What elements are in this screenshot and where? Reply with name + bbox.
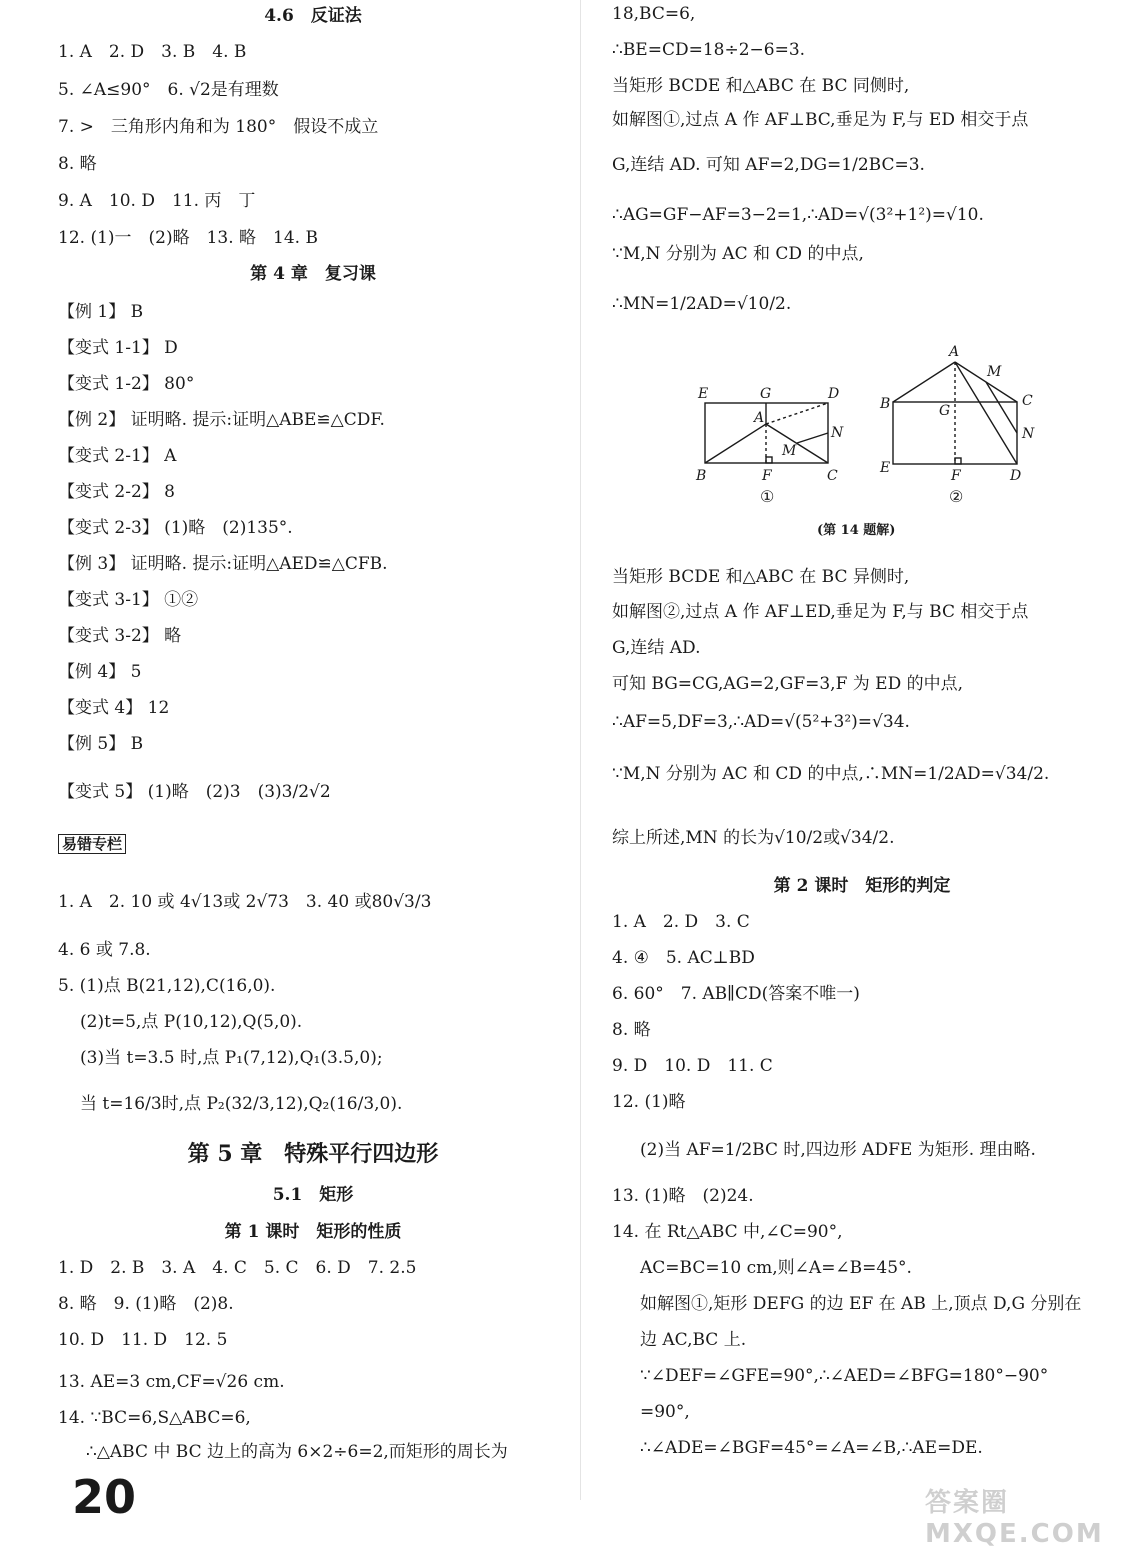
answer-line: 【变式 3-2】 略 [58, 626, 182, 646]
chapter-title: 第 5 章 特殊平行四边形 [187, 1141, 439, 1167]
answer-line: =90°, [640, 1402, 690, 1422]
figure-1-labels [695, 386, 844, 506]
answer-line: 【变式 3-1】 ①② [58, 590, 199, 610]
answer-line: 【变式 2-1】 A [58, 446, 177, 466]
segment-mn [986, 382, 1017, 433]
section-heading: 5.1 矩形 [272, 1185, 354, 1205]
answer-line: 可知 BG=CG,AG=2,GF=3,F 为 ED 的中点, [612, 674, 964, 694]
answer-line: ∵M,N 分别为 AC 和 CD 的中点,∴MN=1/2AD=√34/2. [612, 764, 1050, 784]
label-n: N [831, 425, 844, 441]
answer-line: 5. ∠A≤90° 6. √2是有理数 [58, 80, 279, 100]
column-divider [580, 0, 581, 1500]
label-f: F [951, 468, 961, 484]
answer-line: 1. A 2. D 3. C [612, 912, 750, 932]
label-g: G [760, 386, 772, 402]
answer-line: 【例 5】 B [58, 734, 144, 754]
page-number: 20 [72, 1470, 137, 1524]
answer-line: 【变式 5】 (1)略 (2)3 (3)3/2√2 [58, 782, 331, 802]
answer-line: 如解图①,过点 A 作 AF⊥BC,垂足为 F,与 ED 相交于点 [612, 110, 1029, 130]
watermark: 答案圈 MXQE.COM [925, 1488, 1104, 1549]
label-b: B [696, 468, 707, 484]
label-d: D [828, 386, 840, 402]
answer-line: ∵M,N 分别为 AC 和 CD 的中点, [612, 244, 864, 264]
answer-line: 8. 略 [58, 154, 97, 174]
section-heading: 4.6 反证法 [264, 6, 362, 26]
answer-line: G,连结 AD. [612, 638, 701, 658]
answer-line: 【变式 1-1】 D [58, 338, 178, 358]
answer-line: 如解图②,过点 A 作 AF⊥ED,垂足为 F,与 BC 相交于点 [612, 602, 1029, 622]
boxed-label: 易错专栏 [58, 834, 126, 854]
section-heading: 第 4 章 复习课 [250, 264, 376, 284]
geometry-figures [690, 340, 1060, 510]
right-angle-mark [766, 457, 772, 463]
answer-line: 14. 在 Rt△ABC 中,∠C=90°, [612, 1222, 843, 1242]
figure-number: ① [760, 487, 775, 506]
label-e: E [698, 386, 709, 402]
answer-line: ∴MN=1/2AD=√10/2. [612, 294, 792, 314]
segment-ad [766, 403, 828, 424]
error-column-label [58, 832, 126, 856]
segment-ab [893, 362, 955, 402]
answer-line: 13. (1)略 (2)24. [612, 1186, 754, 1206]
answer-line: 7. > 三角形内角和为 180° 假设不成立 [58, 117, 379, 137]
answer-line: 当 t=16/3时,点 P₂(32/3,12),Q₂(16/3,0). [80, 1094, 403, 1114]
label-m: M [782, 443, 797, 459]
answer-line: 【变式 2-3】 (1)略 (2)135°. [58, 518, 293, 538]
answer-line: ∴BE=CD=18÷2−6=3. [612, 40, 806, 60]
answer-line: 6. 60° 7. AB∥CD(答案不唯一) [612, 984, 860, 1004]
label-f: F [762, 468, 772, 484]
label-b: B [880, 396, 891, 412]
answer-line: 【例 1】 B [58, 302, 144, 322]
label-m: M [987, 364, 1002, 380]
label-e: E [880, 460, 891, 476]
answer-line: 【变式 4】 12 [58, 698, 170, 718]
label-n: N [1022, 426, 1035, 442]
answer-line: 当矩形 BCDE 和△ABC 在 BC 同侧时, [612, 76, 910, 96]
answer-line: 当矩形 BCDE 和△ABC 在 BC 异侧时, [612, 567, 910, 587]
answer-line: AC=BC=10 cm,则∠A=∠B=45°. [640, 1258, 912, 1278]
answer-line: 13. AE=3 cm,CF=√26 cm. [58, 1372, 285, 1392]
answer-line: 18,BC=6, [612, 4, 696, 24]
answer-line: 1. A 2. D 3. B 4. B [58, 42, 247, 62]
answer-line: 1. D 2. B 3. A 4. C 5. C 6. D 7. 2.5 [58, 1258, 417, 1278]
answer-line: ∴AG=GF−AF=3−2=1,∴AD=√(3²+1²)=√10. [612, 205, 984, 225]
segment-ad [955, 362, 1017, 464]
lesson-heading: 第 2 课时 矩形的判定 [773, 876, 951, 896]
answer-line: 4. 6 或 7.8. [58, 940, 151, 960]
answer-line: 12. (1)一 (2)略 13. 略 14. B [58, 228, 318, 248]
label-d: D [1010, 468, 1022, 484]
answer-line: ∴△ABC 中 BC 边上的高为 6×2÷6=2,而矩形的周长为 [86, 1442, 508, 1462]
segment-ac [766, 424, 828, 463]
answer-line: 1. A 2. 10 或 4√13或 2√73 3. 40 或80√3/3 [58, 892, 432, 912]
lesson-heading: 第 1 课时 矩形的性质 [224, 1222, 402, 1242]
label-c: C [1022, 393, 1033, 409]
answer-line: 12. (1)略 [612, 1092, 686, 1112]
answer-line: 5. (1)点 B(21,12),C(16,0). [58, 976, 276, 996]
right-angle-mark [955, 458, 961, 464]
answer-line: (2)t=5,点 P(10,12),Q(5,0). [80, 1012, 303, 1032]
label-c: C [827, 468, 838, 484]
answer-line: 【例 4】 5 [58, 662, 142, 682]
answer-line: G,连结 AD. 可知 AF=2,DG=1/2BC=3. [612, 155, 925, 175]
label-a: A [949, 344, 960, 360]
answer-line: 10. D 11. D 12. 5 [58, 1330, 228, 1350]
answer-line: 综上所述,MN 的长为√10/2或√34/2. [612, 828, 895, 848]
figure-1 [705, 403, 828, 463]
answer-line: 8. 略 [612, 1020, 651, 1040]
answer-line: 【例 3】 证明略. 提示:证明△AED≌△CFB. [58, 554, 388, 574]
answer-line: ∴AF=5,DF=3,∴AD=√(5²+3²)=√34. [612, 712, 910, 732]
answer-line: 8. 略 9. (1)略 (2)8. [58, 1294, 234, 1314]
answer-line: (2)当 AF=1/2BC 时,四边形 ADFE 为矩形. 理由略. [640, 1140, 1036, 1160]
answer-line: 【变式 2-2】 8 [58, 482, 175, 502]
answer-line: 如解图①,矩形 DEFG 的边 EF 在 AB 上,顶点 D,G 分别在 [640, 1294, 1082, 1314]
answer-line: 9. D 10. D 11. C [612, 1056, 773, 1076]
answer-line: 【变式 1-2】 80° [58, 374, 195, 394]
answer-line: 边 AC,BC 上. [640, 1330, 747, 1350]
answer-line: 14. ∵BC=6,S△ABC=6, [58, 1408, 251, 1428]
figure-number: ② [949, 487, 964, 506]
answer-line: ∵∠DEF=∠GFE=90°,∴∠AED=∠BFG=180°−90° [640, 1366, 1049, 1386]
label-a: A [754, 410, 765, 426]
answer-line: 【例 2】 证明略. 提示:证明△ABE≌△CDF. [58, 410, 385, 430]
figure-caption: (第 14 题解) [817, 523, 896, 538]
label-g: G [939, 403, 951, 419]
answer-line: ∴∠ADE=∠BGF=45°=∠A=∠B,∴AE=DE. [640, 1438, 983, 1458]
answer-line: (3)当 t=3.5 时,点 P₁(7,12),Q₁(3.5,0); [80, 1048, 383, 1068]
segment-ba [705, 424, 766, 463]
segment-mn [797, 433, 828, 443]
answer-line: 4. ④ 5. AC⊥BD [612, 948, 755, 968]
answer-line: 9. A 10. D 11. 丙 丁 [58, 191, 256, 211]
